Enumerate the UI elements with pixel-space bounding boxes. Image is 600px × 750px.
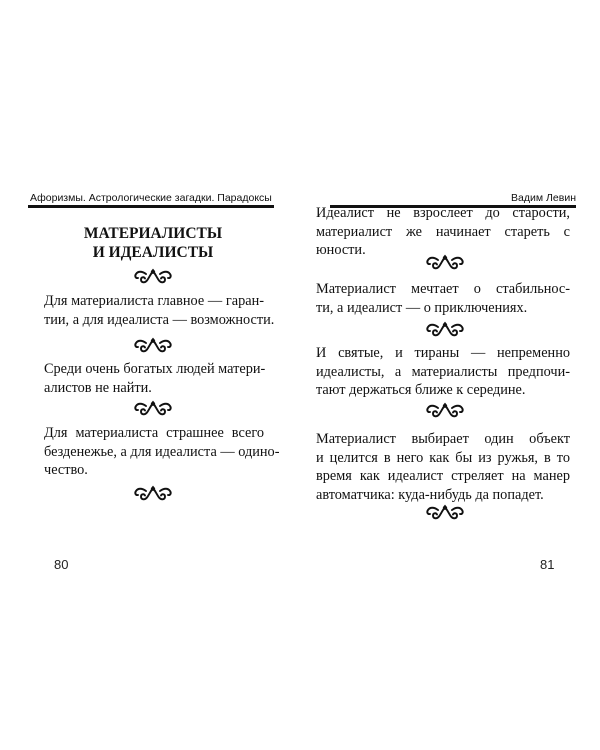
header-rule-left xyxy=(28,205,274,208)
flourish-ornament-icon xyxy=(425,402,465,418)
aphorism xyxy=(316,280,570,317)
text-line: тии, а для идеалиста — возможности. xyxy=(44,311,275,328)
flourish-ornament-icon xyxy=(133,337,173,353)
aphorism xyxy=(44,292,275,329)
aphorism xyxy=(316,430,570,504)
title-line: И ИДЕАЛИСТЫ xyxy=(92,244,214,261)
flourish-ornament-icon xyxy=(133,400,173,416)
running-head-left: Афоризмы. Астрологические загадки. Парадоксы xyxy=(30,192,272,204)
text-line: И святые, и тираны — непременно xyxy=(316,345,570,361)
left-page xyxy=(28,180,278,580)
flourish-ornament-icon xyxy=(425,504,465,520)
text-line: Для материалиста страшнее всего xyxy=(44,425,264,441)
text-line: Идеалист не взрослеет до старости, xyxy=(316,205,570,221)
chapter-title xyxy=(28,224,278,262)
text-line: Для материалиста главное — гаран- xyxy=(44,293,264,309)
aphorism xyxy=(44,424,280,480)
text-line: материалист же начинает стареть с xyxy=(316,223,570,240)
running-head-right: Вадим Левин xyxy=(511,192,576,204)
text-line: тают держаться ближе к середине. xyxy=(316,382,526,398)
flourish-ornament-icon xyxy=(425,321,465,337)
text-line: автоматчика: куда-нибудь да попадет. xyxy=(316,486,544,503)
right-page xyxy=(316,180,578,580)
text-line: безденежье, а для идеалиста — одино- xyxy=(44,443,280,460)
flourish-ornament-icon xyxy=(133,268,173,284)
text-line: Среди очень богатых людей матери- xyxy=(44,361,266,377)
text-line: ти, а идеалист — о приключениях. xyxy=(316,299,528,316)
flourish-ornament-icon xyxy=(133,485,173,501)
text-line: время как идеалист стреляет на манер xyxy=(316,468,570,484)
page-number-left: 80 xyxy=(54,557,69,572)
text-line: Материалист мечтает о стабильнос- xyxy=(316,281,570,297)
flourish-ornament-icon xyxy=(425,254,465,270)
text-line: юности. xyxy=(316,242,366,258)
text-line: идеалисты, а материалисты предпочи- xyxy=(316,363,570,380)
title-line: МАТЕРИАЛИСТЫ xyxy=(83,225,223,242)
text-line: чество. xyxy=(44,462,88,478)
text-line: Материалист выбирает один объект xyxy=(316,431,570,447)
text-line: алистов не найти. xyxy=(44,379,152,396)
aphorism xyxy=(316,344,570,400)
text-line: и целится в него как бы из ружья, в то xyxy=(316,449,570,466)
page-number-right: 81 xyxy=(540,557,555,572)
aphorism xyxy=(316,204,570,260)
aphorism xyxy=(44,360,264,397)
